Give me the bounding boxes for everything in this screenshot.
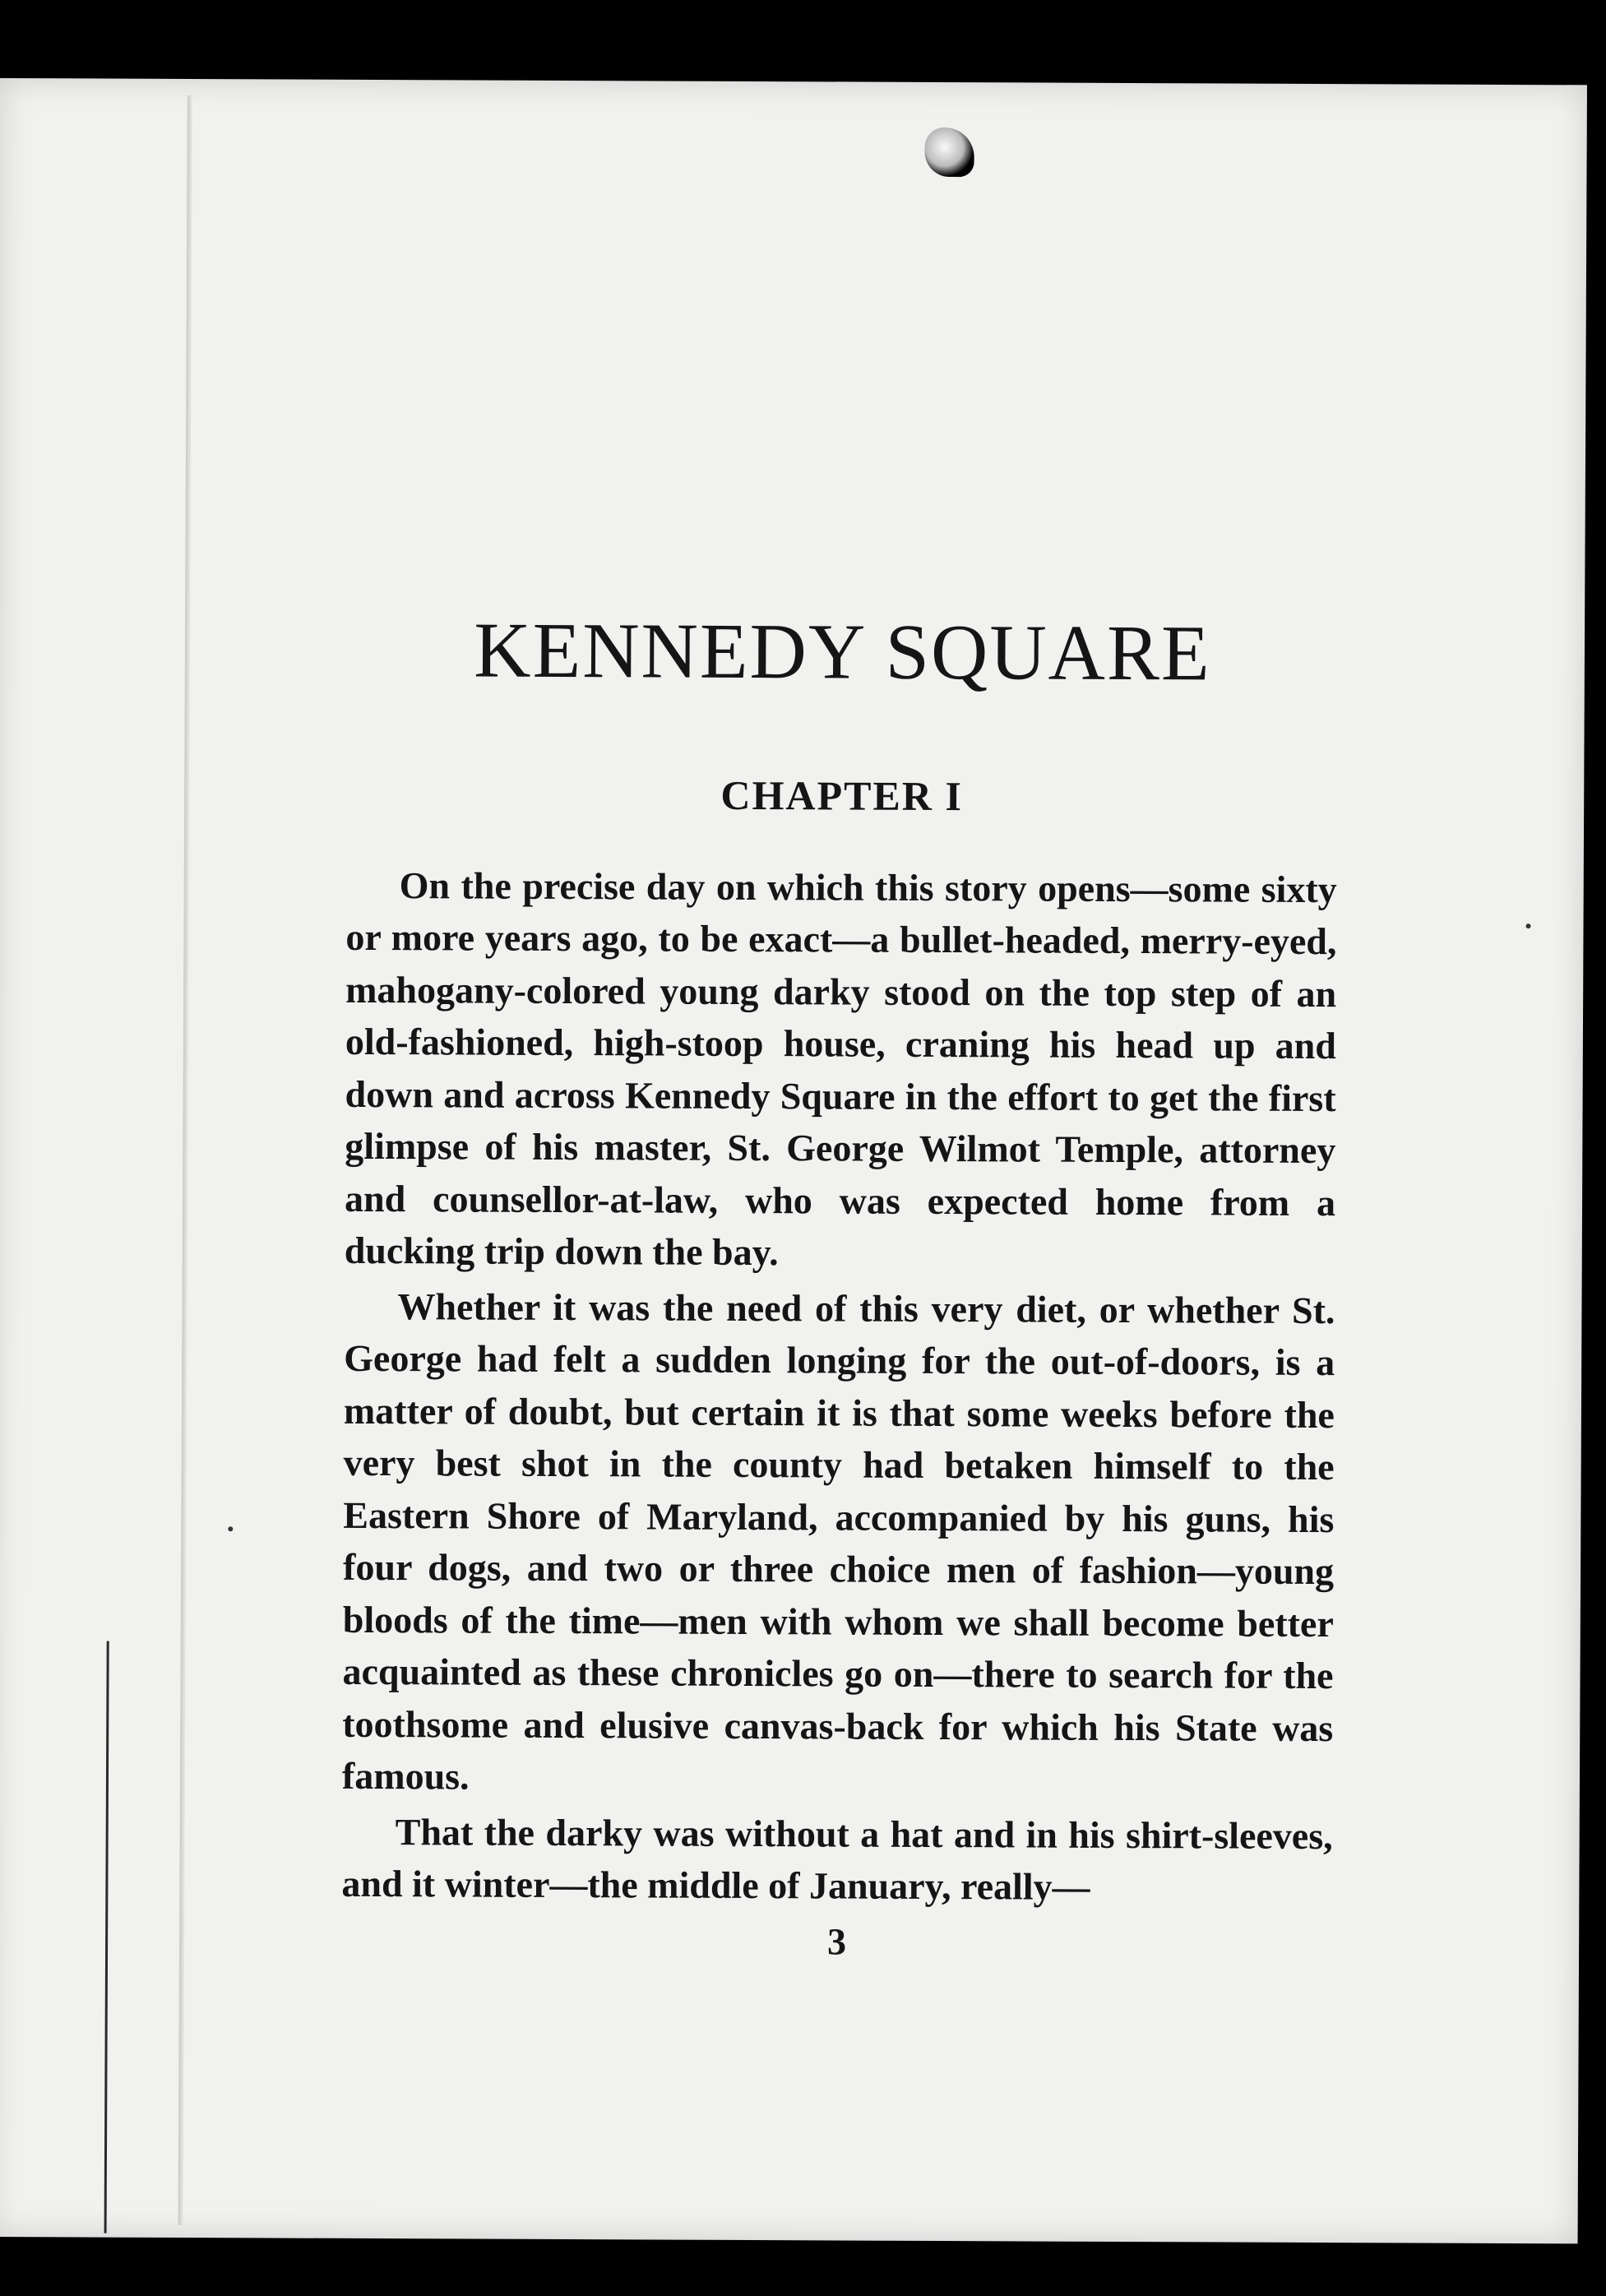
page-gutter-fold — [178, 95, 192, 2225]
page-number: 3 — [827, 1920, 847, 1963]
paragraph: On the precise day on which this story opens—some sixty or more years ago, to be exact—a bullet-headed, merry-eyed, mahogany-colored young darky stood on the top step of an old-fashioned, high-stoop house, craning his head up and down and across Kennedy Square in the effort to get the first glimpse of his master, St. George Wilmot Temple, attorney and counsellor-at-law, who was expected home from a ducking trip down the bay. — [344, 863, 1337, 1274]
page-content — [341, 606, 1338, 1966]
scan-speck — [1526, 923, 1531, 928]
page-edge-line — [104, 1641, 109, 2234]
paragraph: That the darky was without a hat and in his shirt-sleeves, and it winter—the middle of January, really— — [341, 1810, 1333, 1908]
scan-speck — [228, 1526, 233, 1531]
chapter-heading: CHAPTER I — [720, 771, 964, 819]
scanned-page — [0, 78, 1587, 2243]
book-title: KENNEDY SQUARE — [474, 605, 1211, 697]
page-tear-mark — [924, 127, 974, 177]
paragraph: Whether it was the need of this very diet, or whether St. George had felt a sudden longing for the out-of-doors, is a matter of doubt, but certain it is that some weeks before the very best shot in the county had betaken himself to the Eastern Shore of Maryland, accompanied by his guns, his four dogs, and two or three choice men of fashion—young bloods of the time—men with whom we shall become better acquainted as these chronicles go on—there to search for the toothsome and elusive canvas-back for which his State was famous. — [341, 1285, 1335, 1798]
